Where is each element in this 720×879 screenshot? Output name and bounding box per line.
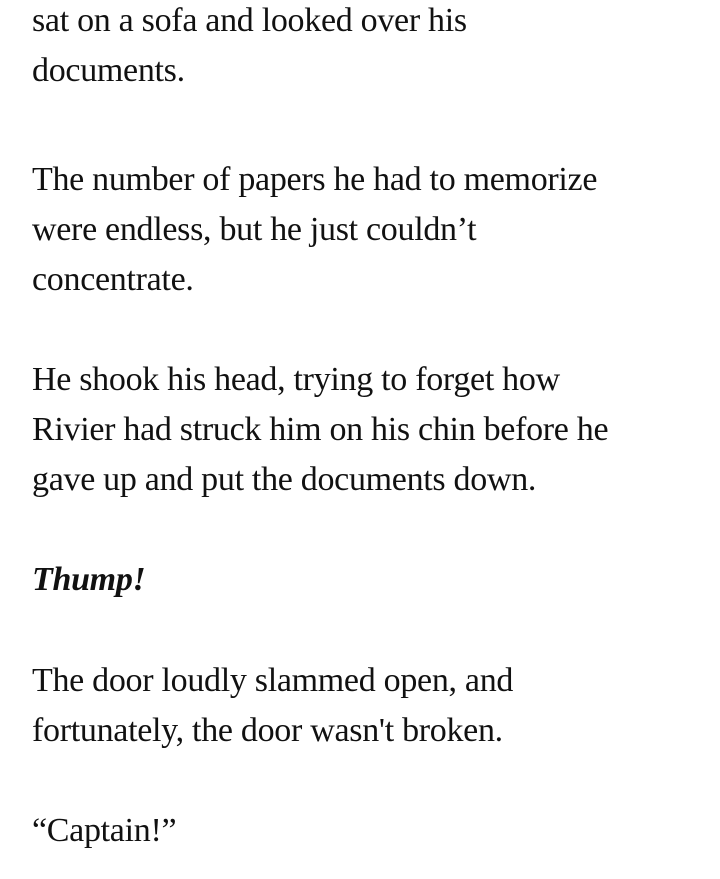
text-line: He shook his head, trying to forget how	[32, 361, 560, 398]
text-line: gave up and put the documents down.	[32, 461, 537, 498]
paragraph-papers	[32, 155, 712, 305]
paragraph-door	[32, 656, 712, 756]
text-line: The number of papers he had to memorize	[32, 161, 598, 198]
text-line: Rivier had struck him on his chin before he	[32, 411, 609, 448]
text-line: sat on a sofa and looked over his	[32, 2, 467, 39]
text-line: concentrate.	[32, 261, 194, 298]
paragraph-sound-effect	[32, 555, 712, 605]
paragraph-sofa	[32, 0, 712, 96]
paragraph-head-shake	[32, 355, 712, 505]
sound-effect-text: Thump!	[32, 561, 146, 598]
text-line: The door loudly slammed open, and	[32, 662, 514, 699]
text-line: were endless, but he just couldn’t	[32, 211, 477, 248]
dialogue-line: “Captain!”	[32, 812, 177, 849]
text-line: fortunately, the door wasn't broken.	[32, 712, 503, 749]
paragraph-dialogue	[32, 806, 712, 856]
text-line: documents.	[32, 52, 185, 89]
